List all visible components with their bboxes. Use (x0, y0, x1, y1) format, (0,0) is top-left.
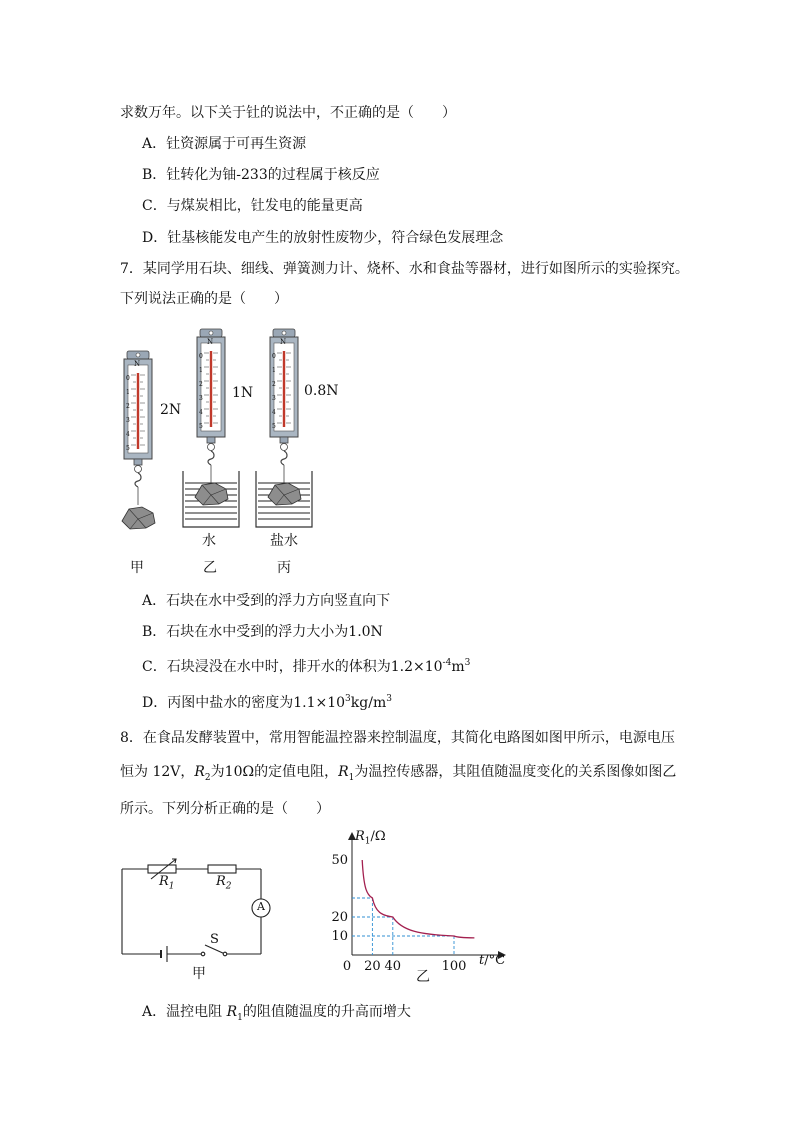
q7-option-b: B．石块在水中受到的浮力大小为1.0N (142, 624, 383, 640)
graph-y-axis-label: $R_1/\Omega$ (355, 829, 386, 847)
x-tick-label: 40 (384, 959, 402, 974)
y-tick-label: 10 (331, 929, 348, 944)
y-tick-label: 20 (331, 910, 348, 925)
q6-option-a: A．钍资源属于可再生资源 (142, 136, 307, 152)
scale-unit-yi: N (207, 338, 214, 346)
q8-stem-line2: 恒为 12V，$R_2$为10Ω的定值电阻，$R_1$为温控传感器，其阻值随温度变化的关系图像如图乙 (120, 764, 677, 783)
circuit-r2-label: $R_2$ (216, 874, 232, 892)
q8-stem-line3: 所示。下列分析正确的是（ ） (120, 801, 330, 817)
x-tick-label: 100 (441, 959, 467, 974)
resistance-temperature-graph (330, 830, 510, 974)
rock-jia (122, 507, 155, 529)
circuit-r1-label: $R_1$ (159, 874, 175, 892)
reading-yi: 1N (232, 385, 254, 401)
q7-option-c: C．石块浸没在水中时，排开水的体积为$1.2\times 10^{-4}m^3$ (142, 658, 471, 675)
circuit-caption: 甲 (192, 966, 206, 982)
q6-stem-tail: 求数万年。以下关于钍的说法中，不正确的是（ ） (120, 105, 456, 121)
q7-option-a: A．石块在水中受到的浮力方向竖直向下 (142, 593, 391, 609)
scale-unit-jia: N (134, 360, 141, 368)
scale-numbers-jia: 0 1 2 3 4 5 (126, 375, 130, 452)
rock-yi (195, 483, 228, 505)
rock-bing (268, 483, 301, 505)
x-tick-label: 0 (342, 959, 352, 974)
q7-stem-line1: 7．某同学用石块、细线、弹簧测力计、烧杯、水和食盐等器材，进行如图所示的实验探究。 (120, 261, 689, 277)
circuit-diagram (115, 850, 275, 960)
reading-bing: 0.8N (304, 383, 339, 399)
q7-option-d: D．丙图中盐水的密度为$1.1\times 10^3kg/m^3$ (142, 694, 392, 711)
resistance-curve (362, 860, 474, 938)
circuit-switch-label: S (210, 932, 219, 947)
reading-jia: 2N (160, 402, 182, 418)
q7-stem-line2: 下列说法正确的是（ ） (120, 291, 288, 307)
circuit-ammeter-label: A (257, 900, 265, 913)
caption-jia: 甲 (130, 560, 144, 576)
liquid-label-water: 水 (202, 533, 216, 549)
q6-option-c: C．与煤炭相比，钍发电的能量更高 (142, 198, 363, 214)
graph-caption: 乙 (416, 969, 430, 985)
liquid-label-saltwater: 盐水 (270, 533, 298, 549)
q6-option-d: D．钍基核能发电产生的放射性废物少，符合绿色发展理念 (142, 230, 504, 246)
q6-option-b: B．钍转化为铀-233的过程属于核反应 (142, 167, 380, 183)
x-tick-label: 20 (364, 959, 381, 974)
spring-scale-figure (115, 325, 345, 555)
scale-unit-bing: N (280, 338, 287, 346)
q8-option-a: A．温控电阻 $R_1$的阻值随温度的升高而增大 (142, 1004, 411, 1023)
scale-numbers-bing: 0 1 2 3 4 5 (272, 353, 276, 430)
graph-x-axis-label: t/°C (479, 953, 506, 968)
resistor-r2 (208, 865, 236, 873)
q8-stem-line1: 8．在食品发酵装置中，常用智能温控器来控制温度，其简化电路图如图甲所示，电源电压 (120, 730, 675, 746)
y-tick-label: 50 (331, 853, 348, 868)
caption-yi: 乙 (203, 560, 217, 576)
caption-bing: 丙 (277, 560, 291, 576)
rheostat-r1 (148, 865, 176, 873)
scale-numbers-yi: 0 1 2 3 4 5 (199, 353, 203, 430)
